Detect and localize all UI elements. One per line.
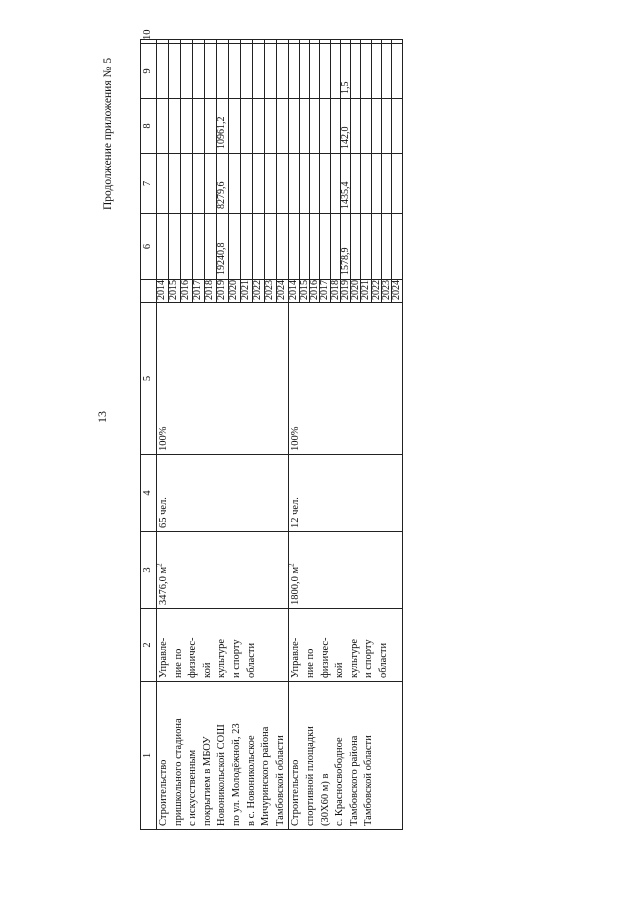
value-cell	[193, 40, 205, 44]
year-cell: 2024	[277, 280, 289, 303]
value-cell	[309, 99, 319, 154]
year-cell: 2017	[193, 280, 205, 303]
value-cell	[253, 154, 265, 214]
value-cell	[265, 214, 277, 280]
value-cell	[382, 99, 392, 154]
value-cell	[392, 154, 402, 214]
year-cell: 2015	[299, 280, 309, 303]
column-header: 9	[141, 44, 157, 99]
value-cell	[277, 214, 289, 280]
value-cell	[361, 44, 371, 99]
value-cell	[320, 214, 330, 280]
value-cell	[205, 40, 217, 44]
value-cell	[253, 44, 265, 99]
value-cell	[229, 44, 241, 99]
value-cell	[277, 154, 289, 214]
capacity-cell: 12 чел.	[289, 455, 402, 532]
readiness-cell: 100%	[157, 303, 289, 455]
value-cell	[169, 154, 181, 214]
value-cell	[241, 99, 253, 154]
value-cell	[299, 214, 309, 280]
value-cell	[253, 99, 265, 154]
value-cell	[382, 214, 392, 280]
value-cell	[193, 214, 205, 280]
value-cell	[371, 99, 381, 154]
value-cell	[289, 214, 299, 280]
year-cell: 2023	[382, 280, 392, 303]
page-number: 13	[95, 411, 109, 423]
value-cell	[371, 40, 381, 44]
responsible-cell: Управле- ние по физичес- кой культуре и спорту области	[157, 609, 289, 682]
value-cell	[371, 214, 381, 280]
value-cell	[351, 214, 361, 280]
year-cell: 2022	[371, 280, 381, 303]
value-cell	[320, 154, 330, 214]
value-cell	[253, 214, 265, 280]
value-cell	[392, 44, 402, 99]
value-cell	[361, 154, 371, 214]
value-cell	[157, 40, 169, 44]
value-cell	[351, 154, 361, 214]
value-cell	[382, 154, 392, 214]
value-cell	[277, 99, 289, 154]
year-cell: 2020	[351, 280, 361, 303]
year-cell: 2017	[320, 280, 330, 303]
value-cell	[181, 214, 193, 280]
value-cell	[277, 40, 289, 44]
value-cell	[241, 40, 253, 44]
value-cell	[217, 40, 229, 44]
value-cell	[265, 154, 277, 214]
value-cell	[351, 40, 361, 44]
value-cell	[330, 40, 340, 44]
value-cell	[309, 154, 319, 214]
value-cell	[371, 44, 381, 99]
column-header: 3	[141, 532, 157, 609]
year-cell: 2018	[330, 280, 340, 303]
value-cell	[392, 214, 402, 280]
column-header: 1	[141, 682, 157, 830]
year-cell: 2015	[169, 280, 181, 303]
value-cell	[265, 99, 277, 154]
capacity-cell: 65 чел.	[157, 455, 289, 532]
value-cell	[193, 99, 205, 154]
value-cell	[320, 99, 330, 154]
area-cell	[289, 532, 402, 609]
value-cell	[157, 99, 169, 154]
value-cell	[392, 99, 402, 154]
value-cell	[157, 44, 169, 99]
value-cell	[289, 40, 299, 44]
value-cell: 1578,9	[340, 214, 350, 280]
value-cell	[340, 40, 350, 44]
value-cell	[309, 44, 319, 99]
value-cell	[241, 44, 253, 99]
value-cell	[361, 40, 371, 44]
year-cell: 2016	[181, 280, 193, 303]
column-header: 4	[141, 455, 157, 532]
value-cell	[351, 99, 361, 154]
value-cell	[299, 40, 309, 44]
year-cell: 2019	[340, 280, 350, 303]
column-header: 6	[141, 214, 157, 280]
value-cell	[205, 154, 217, 214]
value-cell: 142,0	[340, 99, 350, 154]
year-cell: 2014	[157, 280, 169, 303]
value-cell	[289, 99, 299, 154]
value-cell	[320, 40, 330, 44]
value-cell	[169, 44, 181, 99]
value-cell	[169, 40, 181, 44]
value-cell	[181, 40, 193, 44]
value-cell	[193, 44, 205, 99]
area-value: 3476,0 м	[158, 566, 169, 605]
object-name-cell: Строительство пришкольного стадиона с искусственным покрытием в МБОУ Новоникольской СОШ по ул. Молодёжной, 23 в с. Новоникольское Мичуринского района Тамбовской области	[157, 682, 289, 830]
value-cell	[309, 214, 319, 280]
column-number-row	[141, 40, 157, 830]
value-cell	[229, 214, 241, 280]
area-cell	[157, 532, 289, 609]
year-cell: 2014	[289, 280, 299, 303]
value-cell	[265, 44, 277, 99]
column-header: 5	[141, 303, 157, 455]
value-cell	[181, 154, 193, 214]
column-header: 7	[141, 154, 157, 214]
area-value: 1800,0 м	[290, 566, 302, 605]
year-cell: 2024	[392, 280, 402, 303]
value-cell	[351, 44, 361, 99]
object-name-cell: Строительство спортивной площадки (30Х60 м) в с. Красносвободное Тамбовского района Тамбовской области	[289, 682, 402, 830]
area-unit-exponent: 2	[287, 563, 296, 567]
value-cell	[299, 99, 309, 154]
value-cell	[265, 40, 277, 44]
value-cell	[361, 99, 371, 154]
responsible-cell: Управле- ние по физичес- кой культуре и спорту области	[289, 609, 402, 682]
column-header: 8	[141, 99, 157, 154]
value-cell	[205, 99, 217, 154]
year-cell: 2019	[217, 280, 229, 303]
value-cell	[241, 154, 253, 214]
table-row	[289, 40, 299, 830]
value-cell	[169, 99, 181, 154]
value-cell	[229, 99, 241, 154]
value-cell	[382, 44, 392, 99]
investment-table	[140, 29, 403, 830]
year-column-header	[141, 280, 157, 303]
value-cell	[289, 154, 299, 214]
continuation-label: Продолжение приложения № 5	[102, 57, 114, 210]
year-cell: 2023	[265, 280, 277, 303]
value-cell	[157, 214, 169, 280]
value-cell	[253, 40, 265, 44]
year-cell: 2018	[205, 280, 217, 303]
value-cell: 19240,8	[217, 214, 229, 280]
value-cell	[392, 40, 402, 44]
value-cell	[157, 154, 169, 214]
value-cell	[241, 214, 253, 280]
value-cell	[330, 214, 340, 280]
value-cell	[193, 154, 205, 214]
area-unit-exponent: 2	[155, 563, 164, 567]
table-body	[157, 40, 403, 830]
value-cell: 10961,2	[217, 99, 229, 154]
value-cell	[330, 44, 340, 99]
value-cell	[181, 44, 193, 99]
value-cell	[289, 44, 299, 99]
column-header: 10	[141, 40, 157, 44]
value-cell	[330, 154, 340, 214]
value-cell	[277, 44, 289, 99]
value-cell	[229, 154, 241, 214]
column-header: 2	[141, 609, 157, 682]
value-cell	[181, 99, 193, 154]
value-cell	[299, 154, 309, 214]
value-cell	[361, 214, 371, 280]
value-cell	[169, 214, 181, 280]
value-cell	[320, 44, 330, 99]
year-cell: 2020	[229, 280, 241, 303]
value-cell	[229, 40, 241, 44]
value-cell	[299, 44, 309, 99]
value-cell	[205, 44, 217, 99]
value-cell: 1435,4	[340, 154, 350, 214]
value-cell	[330, 99, 340, 154]
value-cell	[205, 214, 217, 280]
value-cell	[309, 40, 319, 44]
value-cell: 8279,6	[217, 154, 229, 214]
year-cell: 2016	[309, 280, 319, 303]
value-cell	[371, 154, 381, 214]
table-row	[157, 40, 169, 830]
value-cell: 1,5	[340, 44, 350, 99]
year-cell: 2022	[253, 280, 265, 303]
year-cell: 2021	[241, 280, 253, 303]
value-cell	[217, 44, 229, 99]
year-cell: 2021	[361, 280, 371, 303]
readiness-cell: 100%	[289, 303, 402, 455]
value-cell	[382, 40, 392, 44]
